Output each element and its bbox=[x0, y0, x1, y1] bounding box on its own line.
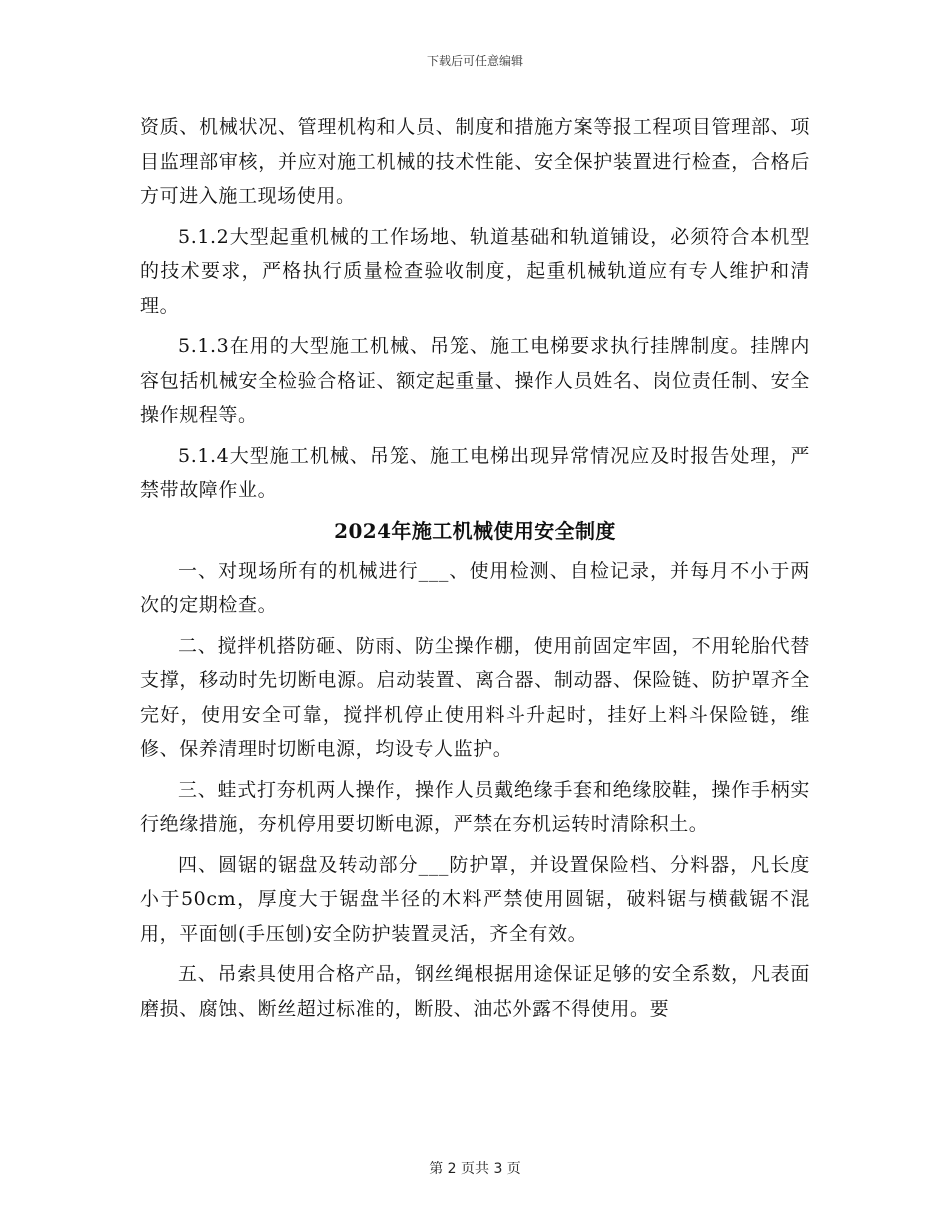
page-header: 下载后可任意编辑 bbox=[426, 54, 523, 68]
document-body bbox=[140, 110, 810, 1032]
paragraph-continuation: 资质、机械状况、管理机构和人员、制度和措施方案等报工程项目管理部、项目监理部审核，并应对施工机械的技术性能、安全保护装置进行检查，合格后方可进入施工现场使用。 bbox=[140, 116, 810, 207]
paragraph-5-1-2: 5.1.2大型起重机械的工作场地、轨道基础和轨道铺设，必须符合本机型的技术要求，严格执行质量检查验收制度，起重机械轨道应有专人维护和清理。 bbox=[140, 225, 810, 317]
section-title: 2024年施工机械使用安全制度 bbox=[334, 518, 616, 543]
page-footer: 第 2 页共 3 页 bbox=[429, 1161, 521, 1177]
paragraph-item-2: 二、搅拌机搭防砸、防雨、防尘操作棚，使用前固定牢固，不用轮胎代替支撑，移动时先切断电源。启动装置、离合器、制动器、保险链、防护罩齐全完好，使用安全可靠，搅拌机停止使用料斗升起时，挂好上料斗保险链，维修、保养清理时切断电源，均设专人监护。 bbox=[140, 634, 810, 760]
paragraph-5-1-3: 5.1.3在用的大型施工机械、吊笼、施工电梯要求执行挂牌制度。挂牌内容包括机械安全检验合格证、额定起重量、操作人员姓名、岗位责任制、安全操作规程等。 bbox=[140, 335, 810, 426]
paragraph-item-5: 五、吊索具使用合格产品，钢丝绳根据用途保证足够的安全系数，凡表面磨损、腐蚀、断丝超过标准的，断股、油芯外露不得使用。要 bbox=[140, 963, 810, 1020]
paragraph-5-1-4: 5.1.4大型施工机械、吊笼、施工电梯出现异常情况应及时报告处理，严禁带故障作业。 bbox=[140, 444, 810, 501]
paragraph-item-4: 四、圆锯的锯盘及转动部分___防护罩，并设置保险档、分料器，凡长度小于50cm，厚度大于锯盘半径的木料严禁使用圆锯，破料锯与横截锯不混用，平面刨(手压刨)安全防护装置灵活，齐全有效。 bbox=[140, 853, 810, 945]
paragraph-item-1: 一、对现场所有的机械进行___、使用检测、自检记录，并每月不小于两次的定期检查。 bbox=[140, 559, 810, 616]
paragraph-item-3: 三、蛙式打夯机两人操作，操作人员戴绝缘手套和绝缘胶鞋，操作手柄实行绝缘措施，夯机停用要切断电源，严禁在夯机运转时清除积土。 bbox=[140, 778, 810, 835]
